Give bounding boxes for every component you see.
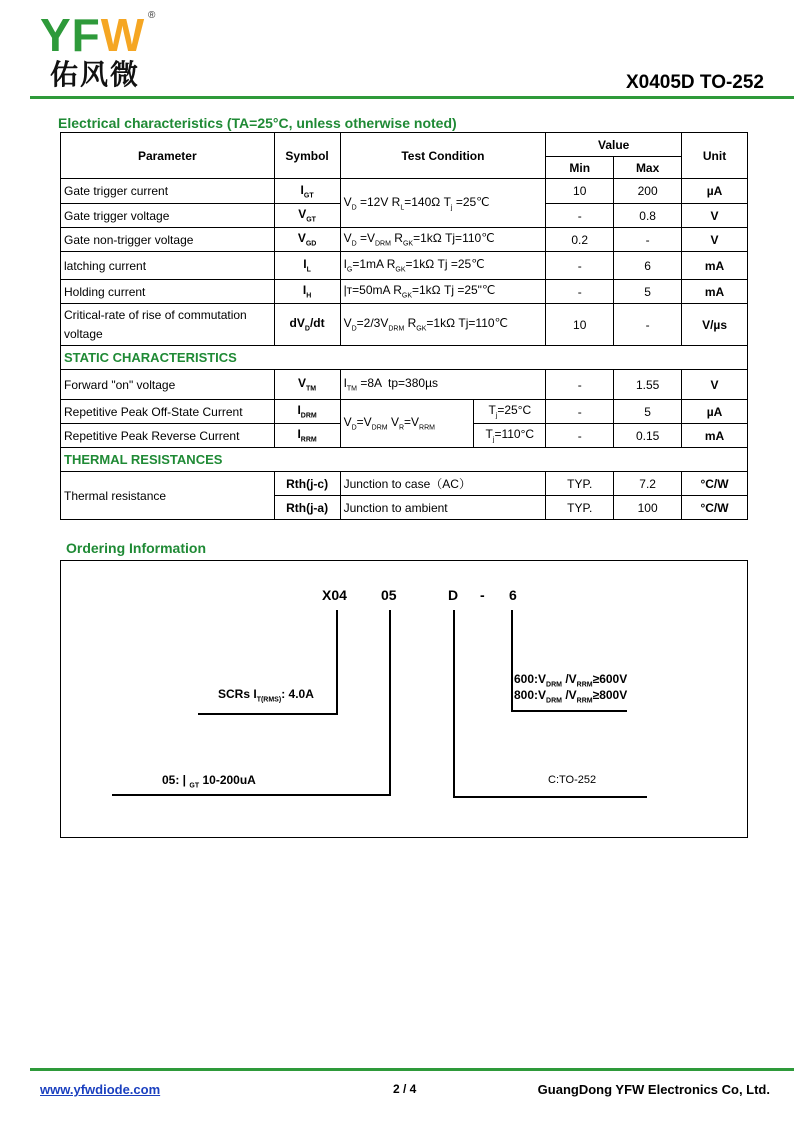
min-cell: 10 [546, 304, 614, 346]
max-cell: - [614, 228, 682, 252]
gate-current-label [162, 773, 256, 789]
condition-cell: Junction to case（AC） [340, 472, 546, 496]
min-cell: - [546, 424, 614, 448]
symbol-cell: $I_{GT}$ [274, 179, 340, 204]
min-cell: 10 [546, 179, 614, 204]
max-cell: 100 [614, 496, 682, 520]
unit-cell: V/µs [682, 304, 748, 346]
symbol-cell: $I_{RRM}$ [274, 424, 340, 448]
v800-sub-drm: DRM [546, 697, 562, 705]
header-parameter: Parameter [61, 133, 275, 179]
electrical-section-title: Electrical characteristics (TA=25°C, unless otherwise noted) [58, 115, 457, 131]
code-voltage: 6 [509, 587, 517, 603]
min-cell: - [546, 204, 614, 228]
voltage-600-label: $600:V_{DRM}$ $/V_{RRM}\ge 600V$ [514, 672, 628, 689]
registered-mark: ® [148, 10, 156, 21]
max-cell: 0.15 [614, 424, 682, 448]
table-row [61, 280, 748, 304]
condition-cell: $V_D =V_{DRM}$ $R_{GK}=1k\Omega$ Tj=110℃ [340, 228, 546, 252]
symbol-cell: Rth(j-a) [274, 496, 340, 520]
ordering-section-title: Ordering Information [66, 540, 206, 556]
unit-cell: µA [682, 179, 748, 204]
symbol-cell: $V_{GT}$ [274, 204, 340, 228]
static-characteristics-heading: STATIC CHARACTERISTICS [61, 346, 748, 370]
code-package: D [448, 587, 459, 603]
package-label: C:TO-252 [548, 774, 597, 786]
condition-cell: |т=50mA $R_{GK}=1k\Omega$ Tj =25"℃ [340, 280, 546, 304]
header-unit: Unit [682, 133, 748, 179]
unit-cell: mA [682, 252, 748, 280]
symbol-cell: $dV_D/dt$ [274, 304, 340, 346]
header-value: Value [546, 133, 682, 157]
connector-line [511, 710, 627, 712]
condition-cell: $V_D =12V$ $R_L=140\Omega$ $T_j$ =25℃ [340, 179, 546, 228]
connector-line [112, 794, 391, 796]
symbol-cell: $V_{GD}$ [274, 228, 340, 252]
symbol-cell: Rth(j-c) [274, 472, 340, 496]
part-number-title: X0405D TO-252 [625, 72, 764, 93]
v600-sub-drm: DRM [546, 681, 562, 689]
electrical-characteristics-table [60, 132, 748, 520]
tj-cell: $T_j=25^\circ C$ [474, 400, 546, 424]
unit-cell: mA [682, 280, 748, 304]
unit-cell: V [682, 228, 748, 252]
connector-line [511, 610, 513, 712]
unit-cell: mA [682, 424, 748, 448]
symbol-cell: $I_L$ [274, 252, 340, 280]
v600-rest: ≥600V [592, 672, 628, 686]
min-cell: TYP. [546, 472, 614, 496]
table-row [61, 228, 748, 252]
gt-label-text: 05: | [162, 773, 187, 787]
connector-line [198, 713, 338, 715]
max-cell: 7.2 [614, 472, 682, 496]
section-row-static [61, 346, 748, 370]
table-row [61, 370, 748, 400]
min-cell: - [546, 370, 614, 400]
unit-cell: µA [682, 400, 748, 424]
param-cell: Gate non-trigger voltage [61, 228, 275, 252]
max-cell: 5 [614, 280, 682, 304]
min-cell: 0.2 [546, 228, 614, 252]
header-symbol: Symbol [274, 133, 340, 179]
symbol-cell: $I_H$ [274, 280, 340, 304]
v800-text: 800:V [514, 688, 547, 702]
connector-line [453, 796, 647, 798]
footer-divider [30, 1068, 794, 1071]
v600-text: 600:V [514, 672, 547, 686]
scr-label-value: : 4.0A [281, 687, 314, 701]
condition-cell: Junction to ambient [340, 496, 546, 520]
header-min: Min [546, 157, 614, 179]
code-gate-current: 05 [381, 587, 397, 603]
param-cell: Critical-rate of rise of commutation voltage [61, 304, 275, 346]
max-cell: 6 [614, 252, 682, 280]
table-row [61, 472, 748, 496]
max-cell: 0.8 [614, 204, 682, 228]
symbol-cell: $V_{TM}$ [274, 370, 340, 400]
gt-label-value: 10-200uA [202, 773, 256, 787]
header-divider [30, 96, 794, 99]
v600-sub-rrm: RRM [576, 681, 593, 689]
min-cell: - [546, 252, 614, 280]
param-cell: Forward "on" voltage [61, 370, 275, 400]
param-cell: Repetitive Peak Off-State Current [61, 400, 275, 424]
symbol-cell: $I_{DRM}$ [274, 400, 340, 424]
min-cell: TYP. [546, 496, 614, 520]
unit-cell: V [682, 370, 748, 400]
connector-line [453, 610, 455, 798]
param-cell: Repetitive Peak Reverse Current [61, 424, 275, 448]
param-cell: Gate trigger voltage [61, 204, 275, 228]
min-cell: - [546, 280, 614, 304]
scr-current-label [218, 687, 314, 703]
min-cell: - [546, 400, 614, 424]
max-cell: 5 [614, 400, 682, 424]
param-cell: Thermal resistance [61, 472, 275, 520]
company-name: GuangDong YFW Electronics Co, Ltd. [537, 1082, 770, 1097]
max-cell: 1.55 [614, 370, 682, 400]
max-cell: - [614, 304, 682, 346]
connector-line [389, 610, 391, 796]
header-max: Max [614, 157, 682, 179]
section-row-thermal [61, 448, 748, 472]
gt-label-sub: GT [189, 782, 200, 790]
code-dash: - [480, 587, 485, 603]
condition-cell: $I_{TM} =8A$ tp=380µs [340, 370, 546, 400]
v800-rest: ≥800V [592, 688, 628, 702]
table-row [61, 400, 748, 424]
tj-value: =110°C [494, 427, 535, 442]
voltage-800-label: $800:V_{DRM}$ $/V_{RRM}\ge 800V$ [514, 688, 628, 705]
logo-chinese-name: 佑风微 [50, 59, 141, 90]
connector-line [336, 610, 338, 714]
company-logo [40, 9, 146, 61]
condition-cell: $V_D=2/3V_{DRM}$ $R_{GK}=1k\Omega$ Tj=110℃ [340, 304, 546, 346]
unit-cell: °C/W [682, 472, 748, 496]
table-row [61, 179, 748, 204]
param-cell: latching current [61, 252, 275, 280]
thermal-resistances-heading: THERMAL RESISTANCES [61, 448, 748, 472]
table-row [61, 304, 748, 346]
max-cell: 200 [614, 179, 682, 204]
v800-sub-rrm: RRM [576, 697, 593, 705]
param-cell: Holding current [61, 280, 275, 304]
table-row [61, 252, 748, 280]
header-condition: Test Condition [340, 133, 546, 179]
tj-value: =25°C [497, 403, 532, 418]
tj-cell: $T_j=110^\circ C$ [474, 424, 546, 448]
page-number: 2 / 4 [393, 1082, 417, 1096]
scr-label-sub: T(RMS) [256, 696, 282, 704]
condition-cell: $V_D=V_{DRM}$ $V_R=V_{RRM}$ [340, 400, 474, 448]
param-cell: Gate trigger current [61, 179, 275, 204]
code-series: X04 [322, 587, 347, 603]
unit-cell: °C/W [682, 496, 748, 520]
unit-cell: V [682, 204, 748, 228]
scr-label-text: SCRs I [218, 687, 257, 701]
condition-cell: $I_G=1mA$ $R_{GK}=1k\Omega$ Tj =25℃ [340, 252, 546, 280]
logo-text: YFW [40, 9, 146, 61]
website-link[interactable]: www.yfwdiode.com [40, 1082, 161, 1097]
